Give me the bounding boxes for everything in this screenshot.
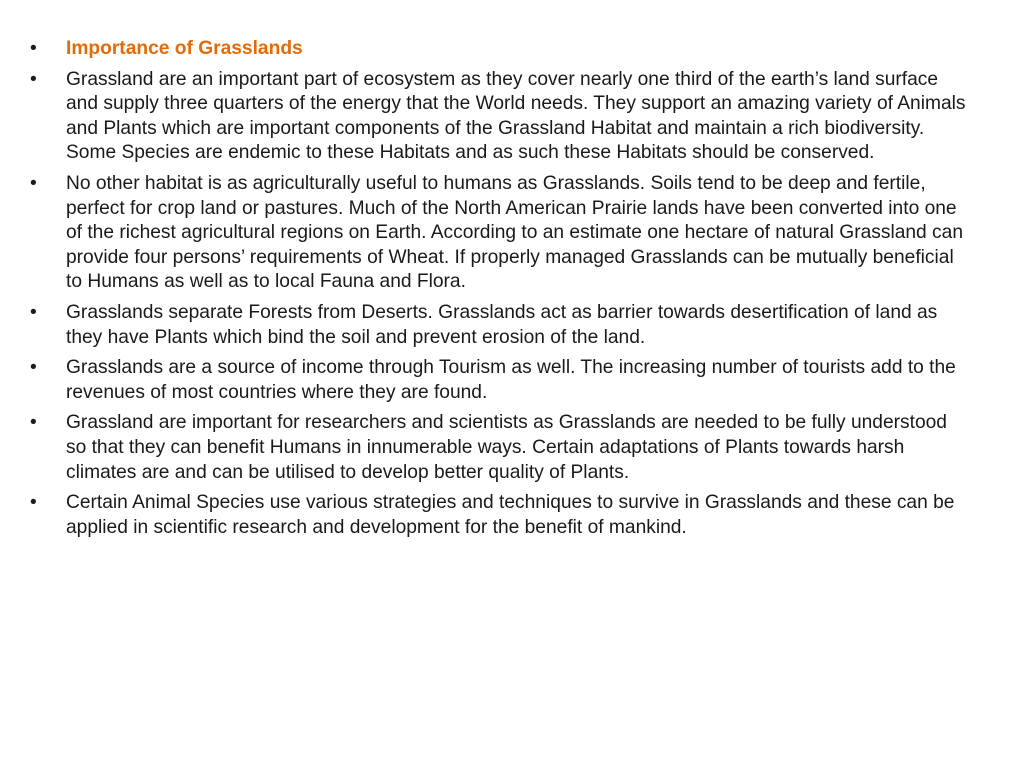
bullet-text: Grassland are important for researchers and scientists as Grasslands are needed to be fully understood so that they can benefit Humans in innumerable ways. Certain adaptations of Plants towards harsh climates are and can be utilised to develop better quality of Plants.	[66, 412, 947, 483]
slide-heading: Importance of Grasslands	[66, 38, 303, 59]
bullet-mark: •	[30, 301, 37, 323]
bullet-item-3	[30, 301, 970, 350]
bullet-text: Grassland are an important part of ecosystem as they cover nearly one third of the earth’s land surface and supply three quarters of the energy that the World needs. They support an amazing variety of Animals and Plants which are important components of the Grassland Habitat and maintain a rich biodiversity. Some Species are endemic to these Habitats and as such these Habitats should be conserved.	[66, 68, 966, 164]
bullet-mark: •	[30, 492, 37, 514]
bullet-text: Grasslands separate Forests from Deserts. Grasslands act as barrier towards desertification of land as they have Plants which bind the soil and prevent erosion of the land.	[66, 301, 938, 348]
bullet-item-6	[30, 491, 970, 540]
heading-item	[30, 37, 970, 62]
bullet-item-5	[30, 411, 970, 485]
bullet-text: Certain Animal Species use various strategies and techniques to survive in Grasslands and these can be applied in scientific research and development for the benefit of mankind.	[66, 492, 955, 538]
bullet-item-2	[30, 172, 970, 295]
bullet-text: No other habitat is as agriculturally useful to humans as Grasslands. Soils tend to be deep and fertile, perfect for crop land or pastures. Much of the North American Prairie lands have been converted into one of the richest agricultural regions on Earth. According to an estimate one hectare of natural Grassland can provide four persons’ requirements of Wheat. If properly managed Grasslands can be mutually beneficial to Humans as well as to local Fauna and Flora.	[66, 172, 963, 293]
bullet-mark: •	[30, 412, 37, 434]
bullet-mark: •	[30, 38, 37, 59]
bullet-item-4	[30, 356, 970, 405]
bullet-mark: •	[30, 172, 37, 194]
bullet-text: Grasslands are a source of income through Tourism as well. The increasing number of tourists add to the revenues of most countries where they are found.	[66, 357, 956, 403]
bullet-item-1	[30, 68, 970, 166]
bullet-mark: •	[30, 68, 37, 90]
bullet-mark: •	[30, 357, 37, 379]
bullet-list	[30, 37, 970, 546]
